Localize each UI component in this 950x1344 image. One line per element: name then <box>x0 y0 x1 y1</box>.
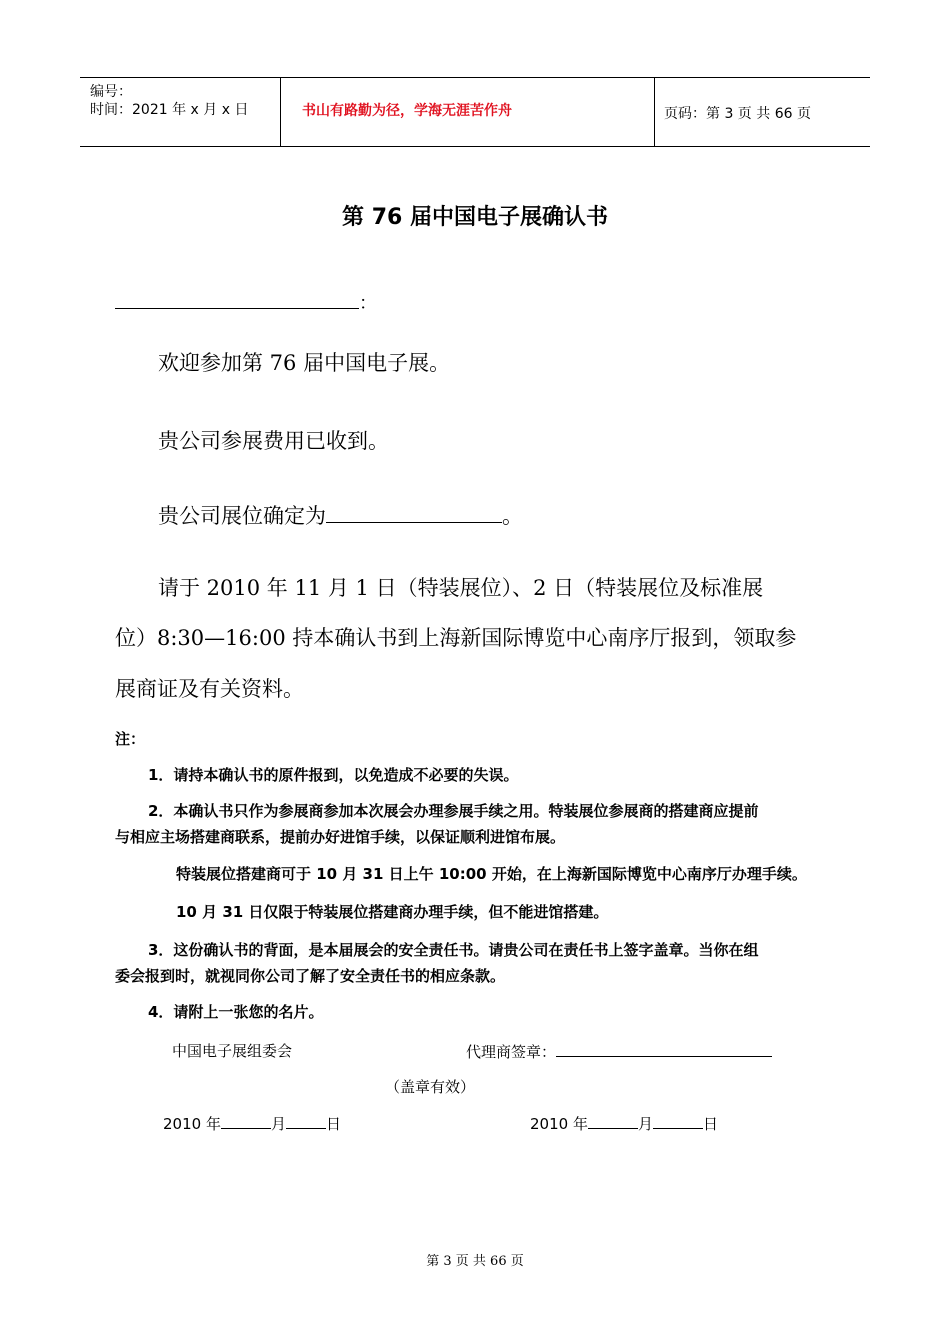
booth-line <box>158 500 523 530</box>
page-header <box>80 77 870 147</box>
booth-prefix: 贵公司展位确定为 <box>158 504 326 528</box>
welcome-text: 欢迎参加第 76 届中国电子展。 <box>158 351 451 375</box>
organizer-name: 中国电子展组委会 <box>172 1042 293 1060</box>
header-motto: 书山有路勤为径，学海无涯苦作舟 <box>302 103 512 119</box>
note-2-line-2: 与相应主场搭建商联系，提前办好进馆手续，以保证顺利进馆布展。 <box>115 828 566 846</box>
date-left-day: 日 <box>325 1115 341 1133</box>
note-4: 4．请附上一张您的名片。 <box>148 1003 324 1021</box>
header-page-info: 页码：第 3 页 共 66 页 <box>664 106 811 122</box>
note-3-line-1: 3．这份确认书的背面，是本届展会的安全责任书。请贵公司在责任书上签字盖章。当你在组 <box>148 941 759 959</box>
report-line-3: 展商证及有关资料。 <box>115 677 304 701</box>
note-2-sub-2: 10 月 31 日仅限于特装展位搭建商办理手续，但不能进馆搭建。 <box>176 903 609 921</box>
note-2-line-1: 2．本确认书只作为参展商参加本次展会办理参展手续之用。特装展位参展商的搭建商应提前 <box>148 802 759 820</box>
agent-label: 代理商签章： <box>466 1043 557 1061</box>
date-left-month-blank <box>221 1113 271 1129</box>
date-right <box>530 1113 718 1134</box>
page-footer: 第 3 页 共 66 页 <box>426 1254 524 1269</box>
date-right-month-blank <box>588 1113 638 1129</box>
date-left-day-blank <box>286 1113 326 1129</box>
date-left <box>163 1113 341 1134</box>
note-3-line-2: 委会报到时，就视同你公司了解了安全责任书的相应条款。 <box>115 967 506 985</box>
booth-suffix: 。 <box>502 504 523 528</box>
fee-received-text: 贵公司参展费用已收到。 <box>158 429 389 453</box>
date-left-month: 月 <box>270 1115 286 1133</box>
header-divider <box>654 78 655 146</box>
doc-time-label: 时间：2021 年 x 月 x 日 <box>90 102 249 118</box>
note-1: 1．请持本确认书的原件报到，以免造成不必要的失误。 <box>148 766 519 784</box>
addressee-blank <box>115 288 359 309</box>
date-right-month: 月 <box>637 1115 653 1133</box>
notes-label: 注： <box>115 730 146 748</box>
doc-code-label: 编号： <box>90 84 132 100</box>
addressee-line <box>115 288 377 315</box>
agent-signature-blank <box>556 1040 772 1057</box>
date-right-day: 日 <box>702 1115 718 1133</box>
note-2-sub-1: 特装展位搭建商可于 10 月 31 日上午 10:00 开始，在上海新国际博览中心南序厅办理手续。 <box>176 865 807 883</box>
report-line-1: 请于 2010 年 11 月 1 日（特装展位）、2 日（特装展位及标准展 <box>158 576 764 600</box>
date-right-day-blank <box>653 1113 703 1129</box>
booth-blank <box>326 502 502 523</box>
date-left-year: 2010 年 <box>163 1115 221 1133</box>
report-line-2: 位）8:30—16:00 持本确认书到上海新国际博览中心南序厅报到，领取参 <box>115 626 797 650</box>
header-divider <box>280 78 281 146</box>
document-title: 第 76 届中国电子展确认书 <box>342 205 608 230</box>
addressee-colon: ： <box>359 293 377 314</box>
seal-note: （盖章有效） <box>385 1078 476 1096</box>
agent-signature-line <box>466 1040 772 1062</box>
date-right-year: 2010 年 <box>530 1115 588 1133</box>
